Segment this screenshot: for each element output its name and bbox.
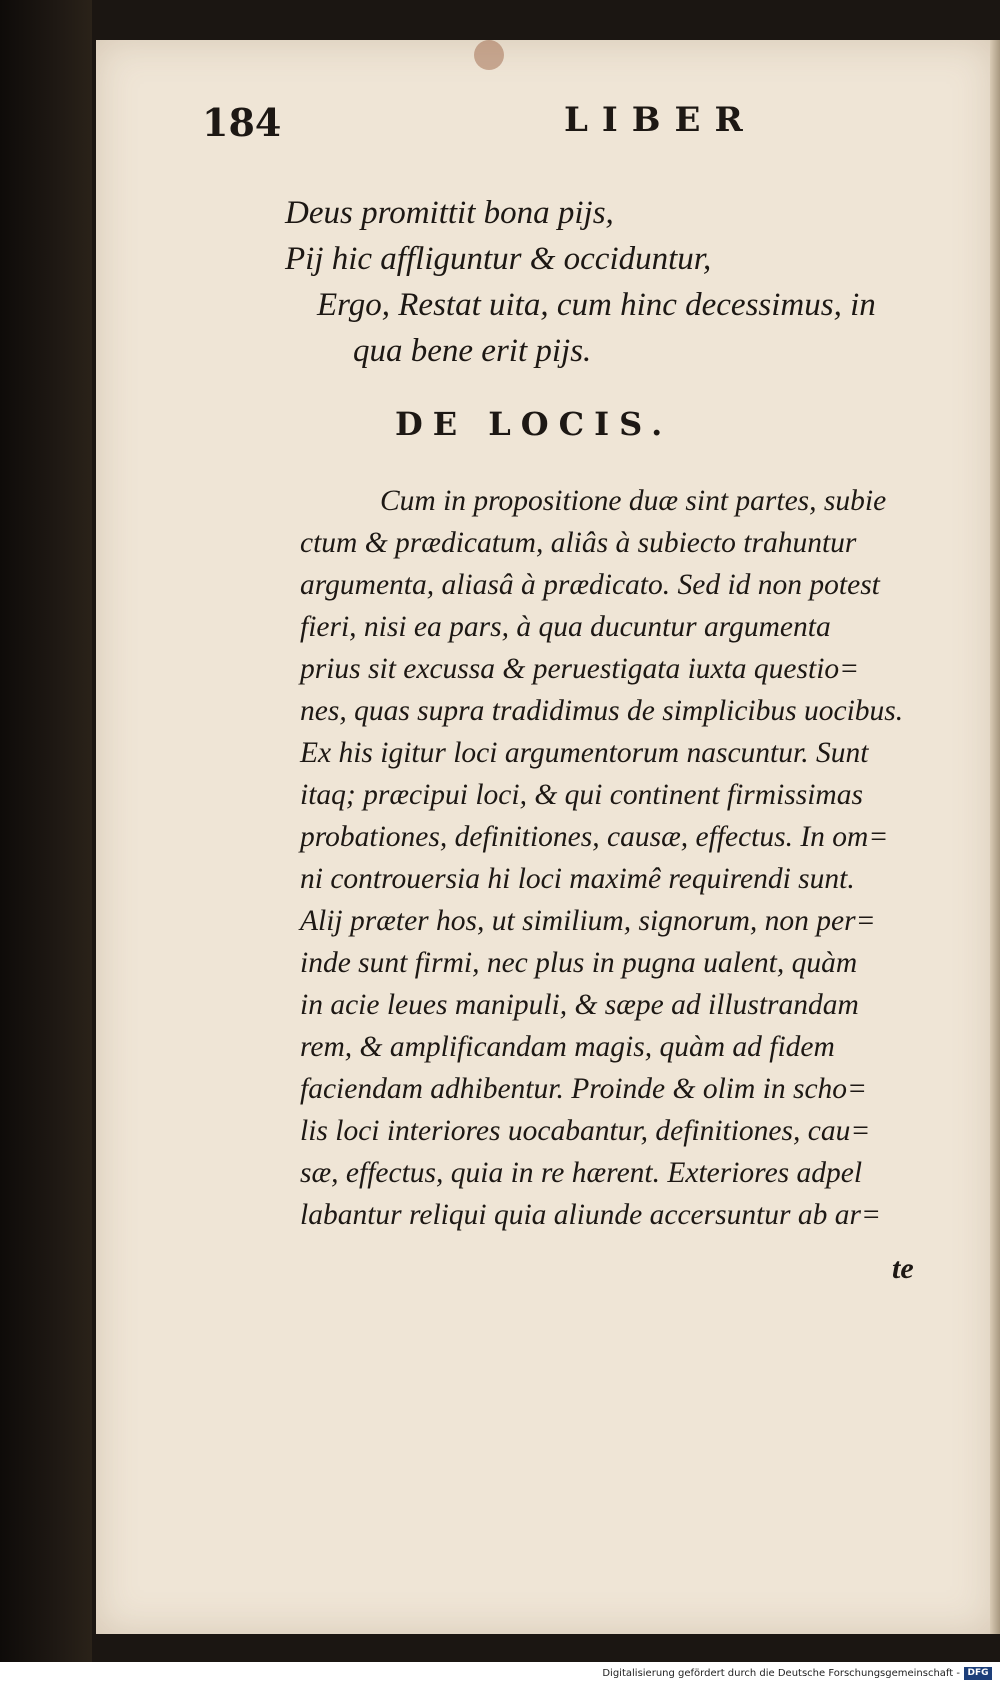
syllogism-line: Ergo, Restat uita, cum hinc decessimus, in (317, 287, 876, 323)
body-line: faciendam adhibentur. Proinde & olim in scho= (300, 1073, 867, 1105)
body-line: rem, & amplificandam magis, quàm ad fidem (300, 1031, 835, 1063)
body-line: inde sunt firmi, nec plus in pugna ualent, quàm (300, 947, 858, 979)
body-line: argumenta, aliasâ à prædicato. Sed id non potest (300, 569, 880, 601)
syllogism-line: qua bene erit pijs. (353, 333, 592, 369)
body-line: probationes, definitiones, causæ, effectus. In om= (300, 821, 889, 853)
syllogism-line: Pij hic affliguntur & occiduntur, (285, 241, 712, 277)
page-edge (990, 40, 1000, 1634)
body-line: Alij præter hos, ut similium, signorum, non per= (300, 905, 876, 937)
body-line: in acie leues manipuli, & sæpe ad illustrandam (300, 989, 859, 1021)
body-line: sæ, effectus, quia in re hærent. Exteriores adpel (300, 1157, 863, 1189)
body-line: fieri, nisi ea pars, à qua ducuntur argumenta (300, 611, 831, 643)
catchword: te (892, 1252, 914, 1285)
body-line: ni controuersia hi loci maximê requirendi sunt. (300, 863, 855, 895)
section-heading: DE LOCIS. (395, 405, 673, 443)
body-text (300, 480, 940, 1236)
body-line: labantur reliqui quia aliunde accersuntur ab ar= (300, 1199, 881, 1231)
body-line: lis loci interiores uocabantur, definitiones, cau= (300, 1115, 871, 1147)
running-head: LIBER (564, 100, 757, 140)
dfg-logo-icon: DFG (964, 1667, 992, 1680)
body-line: prius sit excussa & peruestigata iuxta questio= (300, 653, 860, 685)
footer-credit: Digitalisierung gefördert durch die Deutsche Forschungsgemeinschaft - (602, 1668, 960, 1679)
page-stain (474, 40, 504, 70)
syllogism-line: Deus promittit bona pijs, (285, 195, 614, 231)
page-number: 184 (202, 100, 282, 145)
body-line: Ex his igitur loci argumentorum nascuntur. Sunt (300, 737, 869, 769)
body-line: ctum & prædicatum, aliâs à subiecto trahuntur (300, 527, 857, 559)
body-line: nes, quas supra tradidimus de simplicibus uocibus. (300, 695, 904, 727)
book-spine (0, 0, 92, 1662)
body-line: itaq; præcipui loci, & qui continent firmissimas (300, 779, 863, 811)
syllogism-block (285, 190, 965, 374)
body-line: Cum in propositione duæ sint partes, subie (380, 485, 887, 517)
